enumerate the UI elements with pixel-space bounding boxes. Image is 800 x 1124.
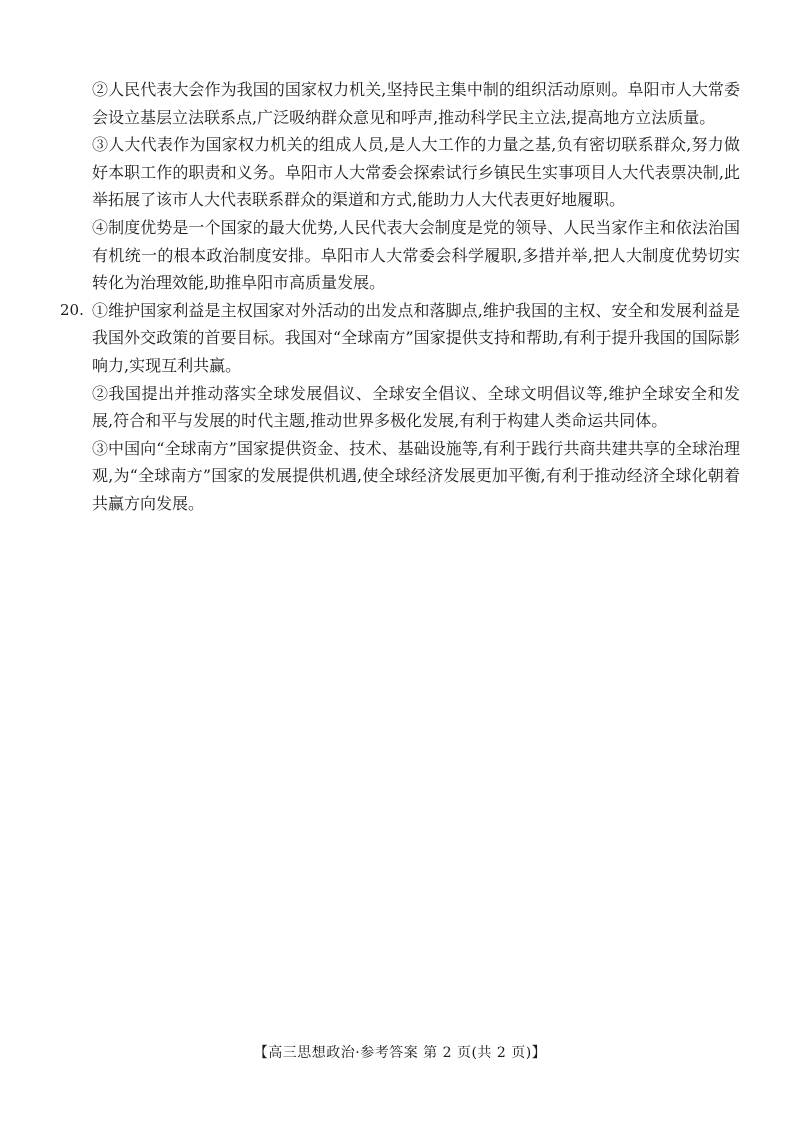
q20-point-2: ②我国提出并推动落实全球发展倡议、全球安全倡议、全球文明倡议等,维护全球安全和发展,符合和平与发展的时代主题,推动世界多极化发展,有利于构建人类命运共同体。 [92, 383, 740, 431]
answer-paragraph-2: ②人民代表大会作为我国的国家权力机关,坚持民主集中制的组织活动原则。阜阳市人大常委会设立基层立法联系点,广泛吸纳群众意见和呼声,推动科学民主立法,提高地方立法质量。 [92, 80, 740, 127]
page-footer: 【高三思想政治·参考答案 第 2 页(共 2 页)】 [253, 1045, 547, 1061]
question-20 [60, 297, 740, 518]
answer-content [60, 76, 740, 518]
q20-point-1: ①维护国家利益是主权国家对外活动的出发点和落脚点,维护我国的主权、安全和发展利益是我国外交政策的首要目标。我国对“全球南方”国家提供支持和帮助,有利于提升我国的国际影响力,实现互利共赢。 [92, 300, 740, 375]
answer-paragraph-4: ④制度优势是一个国家的最大优势,人民代表大会制度是党的领导、人民当家作主和依法治国有机统一的根本政治制度安排。阜阳市人大常委会科学履职,多措并举,把人大制度优势切实转化为治理效能,助推阜阳市高质量发展。 [92, 217, 740, 293]
q20-point-3: ③中国向“全球南方”国家提供资金、技术、基础设施等,有利于践行共商共建共享的全球治理观,为“全球南方”国家的发展提供机遇,使全球经济发展更加平衡,有利于推动经济全球化朝着共赢方向发展。 [92, 438, 740, 513]
question-20-body [92, 297, 740, 518]
answer-paragraph-3: ③人大代表作为国家权力机关的组成人员,是人大工作的力量之基,负有密切联系群众,努力做好本职工作的职责和义务。阜阳市人大常委会探索试行乡镇民生实事项目人大代表票决制,此举拓展了该市人大代表联系群众的渠道和方式,能助力人大代表更好地履职。 [92, 135, 740, 210]
question-number: 20. [60, 300, 84, 319]
